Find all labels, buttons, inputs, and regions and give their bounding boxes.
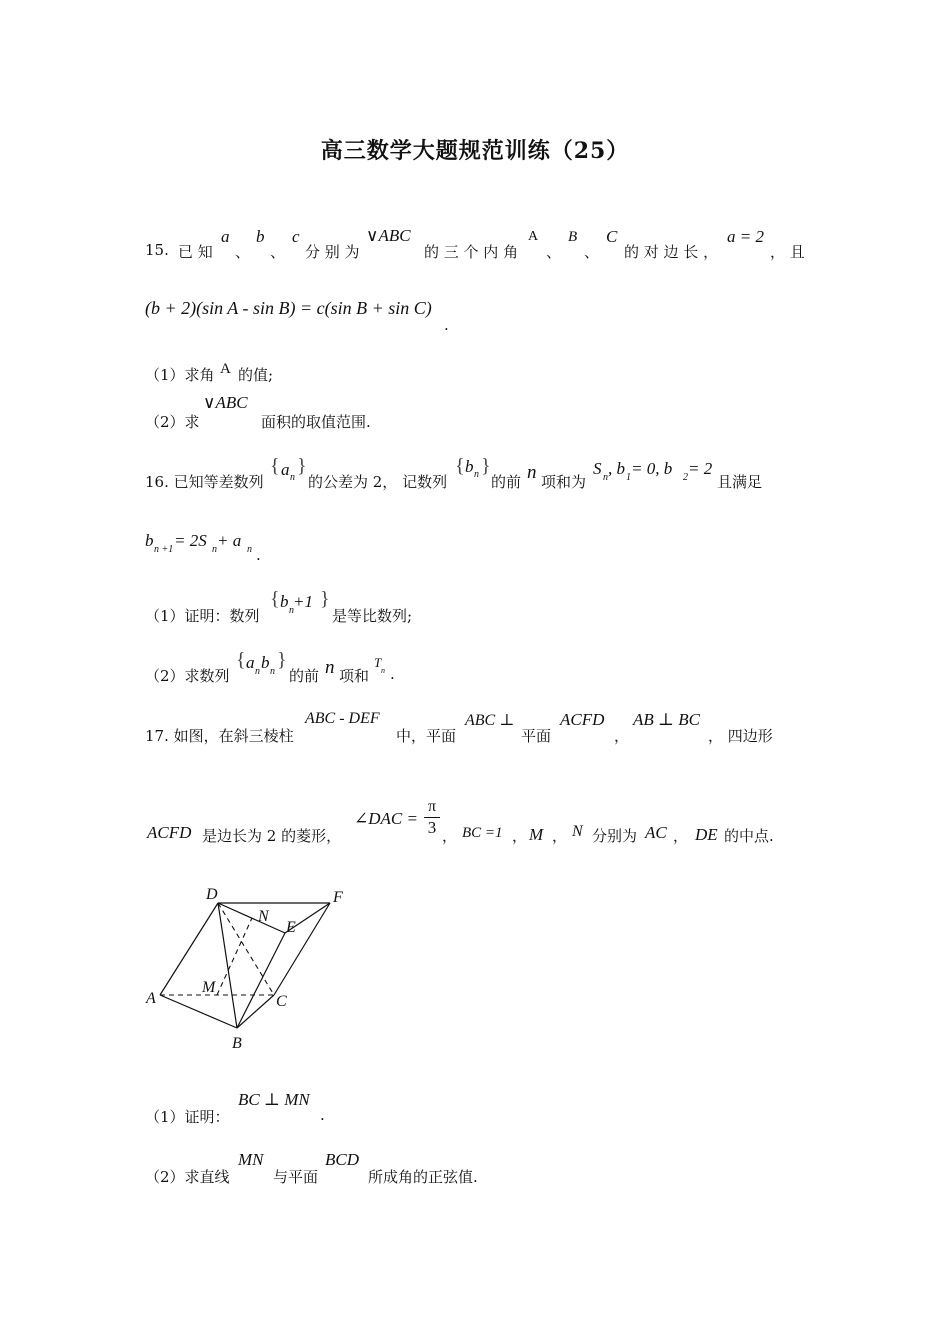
p16-seq-a-sub: n [290, 472, 295, 483]
p16-intro: 16. 已知等差数列 [145, 473, 264, 491]
p15-angle-C: C [606, 227, 618, 246]
p17-q2-prefix: （2）求直线 [145, 1168, 230, 1186]
p16-q2-T: T [374, 655, 382, 670]
p16-q1-plus: +1 [293, 592, 313, 611]
p17-q1-prefix: （1）证明： [145, 1108, 230, 1126]
edge-CF [274, 903, 330, 995]
p15-q1-suffix: 的值; [238, 366, 274, 384]
p15-triangle: ∨ABC [366, 226, 411, 245]
p15-q2-triangle: ∨ABC [203, 393, 248, 412]
p16-q2-T-sub: n [381, 666, 385, 675]
p16-q2-a: a [246, 653, 255, 672]
p16-seq-b-sub: n [474, 469, 479, 480]
p16-text-3: 项和为 [541, 473, 587, 491]
p16-S-sub: n [603, 472, 608, 483]
prism-hidden-edges [160, 903, 274, 995]
p16-recursion-plus: + a [217, 531, 242, 550]
p16-var-n: n [527, 462, 537, 483]
p16-seq-b: b [465, 457, 474, 476]
p16-recursion-a-sub: n [247, 544, 252, 555]
p17-q2-mid: 与平面 [273, 1168, 319, 1186]
label-B: B [232, 1035, 242, 1052]
p16-recursion-b: b [145, 531, 154, 550]
p17-q1-math: BC ⊥ MN [238, 1090, 310, 1109]
p16-q1-b: b [280, 592, 289, 611]
p16-q2-b-sub: n [270, 666, 275, 677]
p17-comma-4: ， [552, 827, 568, 845]
p17-comma-2: ， [442, 827, 458, 845]
p16-q2-mid2: 项和 [339, 667, 370, 685]
p16-b1-value: = 0, b [631, 459, 673, 478]
label-E: E [286, 919, 296, 936]
page-title: 高三数学大题规范训练（25） [320, 138, 630, 164]
edge-BC [237, 995, 274, 1028]
p17-perp: AB ⊥ BC [633, 710, 700, 729]
p16-q1-suffix: 是等比数列; [332, 607, 413, 625]
p16-text-4: 且满足 [717, 473, 763, 491]
label-D: D [206, 886, 218, 903]
p16-recursion-S-sub: n [212, 544, 217, 555]
p16-brace-left-a: { [270, 455, 280, 477]
p16-q2-n: n [325, 657, 335, 678]
p15-text-1: 已 知 [178, 243, 213, 261]
p15-var-c: c [292, 227, 300, 246]
p16-brace-left-b: { [455, 455, 465, 477]
p17-q2-suffix: 所成角的正弦值. [368, 1168, 478, 1186]
p17-text-2: 平面 [521, 727, 552, 745]
label-F: F [333, 889, 343, 906]
p15-q2-suffix: 面积的取值范围. [261, 413, 371, 431]
p16-b2-sub: 2 [683, 472, 688, 483]
p15-sep-2: 、 [270, 243, 286, 261]
p15-var-a: a [221, 227, 230, 246]
p16-text-1: 的公差为 2， 记数列 [308, 473, 448, 491]
p16-seq-a: a [281, 460, 290, 479]
p16-q2-prefix: （2）求数列 [145, 667, 230, 685]
p17-plane-1: ABC ⊥ [465, 712, 515, 729]
p17-text-4: 是边长为 2 的菱形， [202, 827, 342, 845]
p17-comma-5: ， [673, 827, 689, 845]
p17-prism: ABC - DEF [305, 710, 380, 727]
edge-AB [160, 995, 237, 1028]
p17-fraction [424, 798, 440, 837]
p16-q1-brace-right: } [320, 588, 330, 610]
p17-AC: AC [645, 823, 667, 842]
p15-q1-A: A [220, 361, 231, 377]
p17-q2-MN: MN [238, 1150, 264, 1169]
p16-q1-prefix: （1）证明：数列 [145, 607, 260, 625]
p17-q1-end: . [320, 1106, 325, 1124]
p17-text-5: 分别为 [592, 827, 638, 845]
p15-q1-prefix: （1）求角 [145, 366, 215, 384]
label-A: A [146, 990, 156, 1007]
p16-brace-right-a: } [297, 455, 307, 477]
p15-sep-3: 、 [546, 243, 562, 261]
p16-text-2: 的前 [491, 473, 522, 491]
edge-BE [237, 933, 285, 1028]
p15-sep-4: 、 [584, 243, 600, 261]
p16-b1-sub: 1 [626, 472, 631, 483]
label-N: N [258, 908, 269, 925]
p16-b1: , b [608, 459, 625, 478]
p16-S: S [593, 459, 602, 478]
p17-text-6: 的中点. [724, 827, 774, 845]
p17-bc: BC =1 [462, 825, 503, 841]
p17-text-1: 中，平面 [396, 727, 457, 745]
p17-text-3: ， 四边形 [708, 727, 773, 745]
edge-BD [218, 903, 237, 1028]
p15-angle-A: A [528, 229, 539, 244]
p16-brace-right-b: } [481, 455, 491, 477]
p16-recursion-eq: = 2S [174, 531, 207, 550]
p17-comma-1: ， [614, 727, 630, 745]
p15-equation: (b + 2)(sin A - sin B) = c(sin B + sin C) [145, 298, 432, 318]
p15-text-5: ， 且 [770, 243, 805, 261]
p16-q2-b: b [261, 653, 270, 672]
p15-angle-B: B [568, 229, 578, 245]
p17-N: N [572, 823, 583, 840]
p17-comma-3: ， [512, 827, 528, 845]
p15-equation-period: . [444, 316, 449, 334]
p17-acfd: ACFD [147, 823, 192, 842]
p16-q2-end: . [390, 665, 395, 683]
label-M: M [202, 979, 216, 996]
p15-number: 15. [145, 241, 169, 259]
p17-intro: 17. 如图，在斜三棱柱 [145, 727, 294, 745]
p16-q2-brace-left: { [236, 649, 246, 671]
p16-q1-brace-left: { [270, 588, 280, 610]
p17-plane-2: ACFD [560, 710, 605, 729]
p16-q1-b-sub: n [289, 605, 294, 616]
p17-angle: ∠DAC = [354, 809, 418, 828]
p16-b2-value: = 2 [688, 459, 713, 478]
p15-q2-prefix: （2）求 [145, 413, 200, 431]
prism-figure [140, 878, 370, 1053]
p15-text-4: 的 对 边 长 ， [624, 243, 719, 261]
prism-solid-edges [160, 903, 330, 1028]
p15-a-equals: a = 2 [727, 227, 764, 246]
p16-q2-a-sub: n [255, 666, 260, 677]
p16-q2-mid: 的前 [289, 667, 320, 685]
p15-text-2: 分 别 为 [305, 243, 360, 261]
p15-var-b: b [256, 227, 265, 246]
p16-q2-brace-right: } [277, 649, 287, 671]
p16-recursion-end: . [256, 546, 261, 564]
p17-DE: DE [695, 825, 718, 844]
p15-sep-1: 、 [235, 243, 251, 261]
label-C: C [276, 993, 287, 1010]
p17-q2-BCD: BCD [325, 1150, 359, 1169]
p15-text-3: 的 三 个 内 角 [424, 243, 519, 261]
p17-fraction-denominator: 3 [427, 818, 437, 837]
p16-recursion-sub: n +1 [154, 544, 174, 555]
p17-M: M [529, 825, 544, 844]
p17-fraction-numerator: π [427, 798, 437, 815]
